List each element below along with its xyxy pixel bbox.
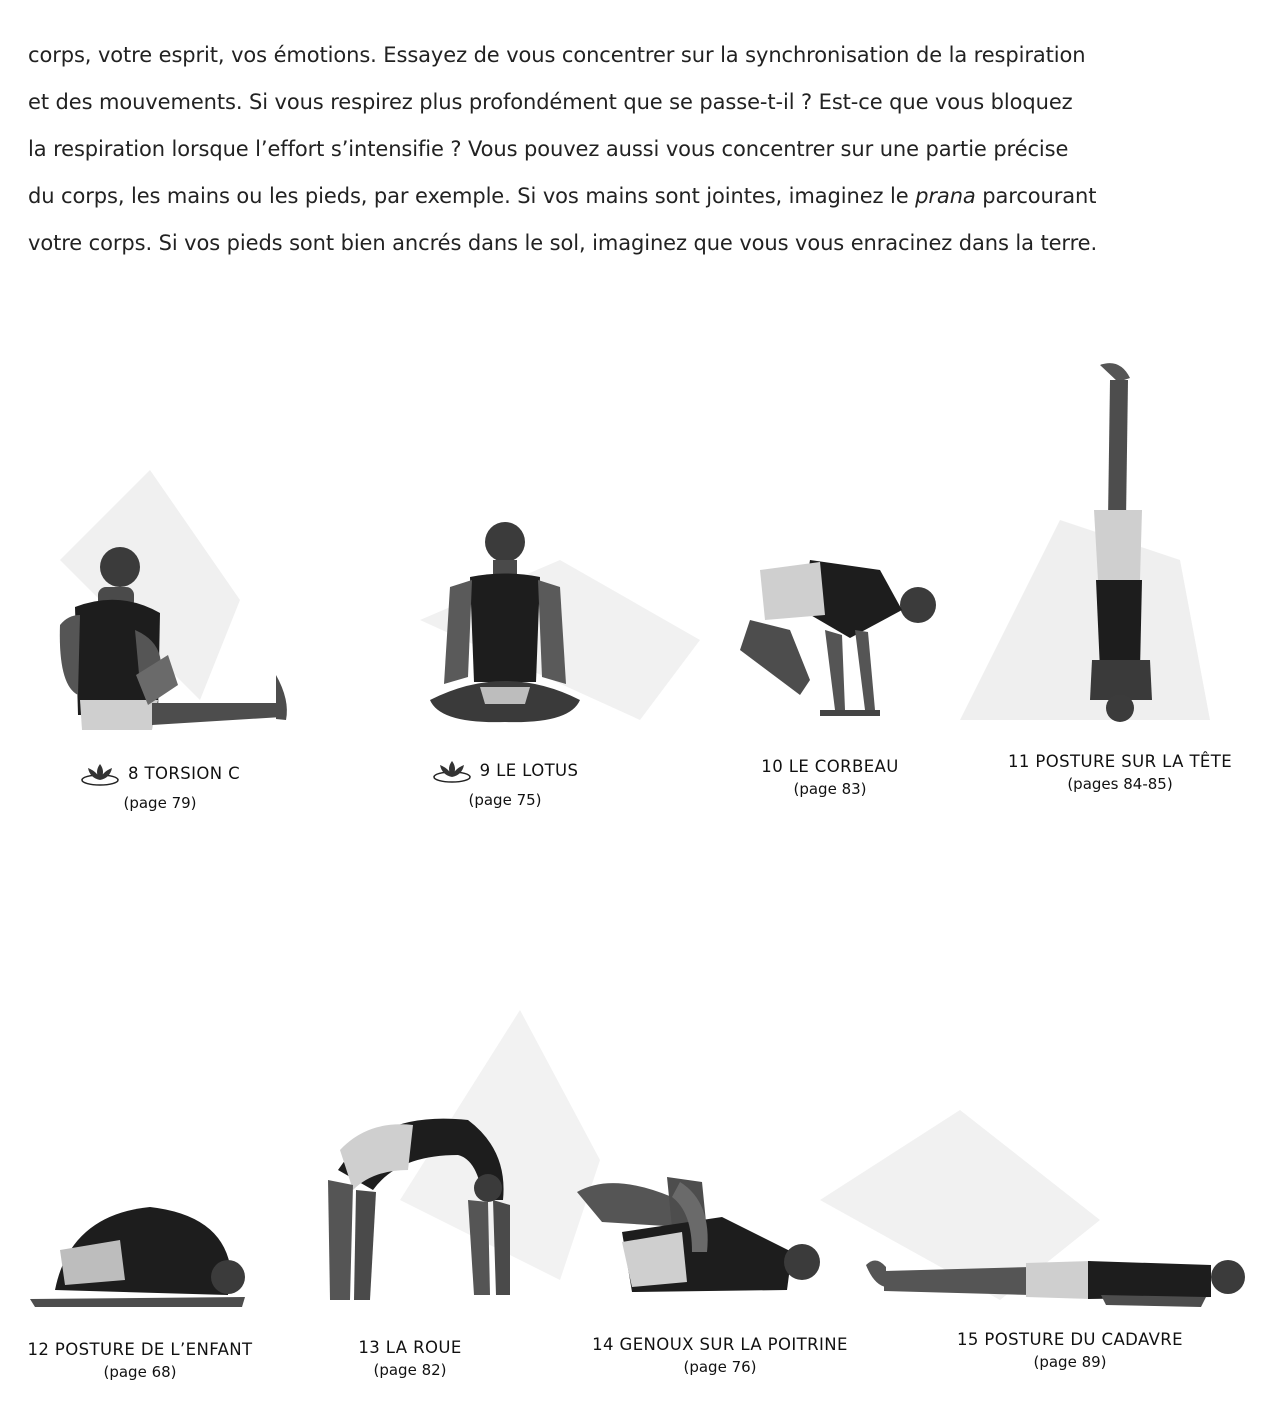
pose-15-title: 15 POSTURE DU CADAVRE [956,1330,1183,1349]
pose-8-photo [40,535,300,735]
pose-15-caption [930,1330,1210,1371]
pose-12-page: (page 68) [103,1363,177,1381]
pose-9-photo [420,512,590,732]
paragraph-line: et des mouvements. Si vous respirez plus profondément que se passe-t-il ? Est-ce que vous bloquez [28,90,1073,114]
paragraph-italic-word: prana [915,184,976,208]
pose-10-caption [730,757,930,798]
pose-12-caption [20,1340,260,1381]
pose-14-page: (page 76) [683,1358,757,1376]
pose-11-title: 11 POSTURE SUR LA TÊTE [1007,752,1233,771]
pose-14-caption [580,1335,860,1376]
pose-14-photo [572,1172,827,1302]
pose-13-caption [310,1338,510,1379]
pose-15-photo [866,1235,1256,1315]
paragraph-line [28,173,1228,220]
paragraph-line: votre corps. Si vos pieds sont bien ancrés dans le sol, imaginez que vous vous enracinez dans la terre. [28,231,1098,255]
pose-13-title: 13 LA ROUE [358,1338,462,1357]
paragraph-text: parcourant [975,184,1097,208]
paragraph-line: corps, votre esprit, vos émotions. Essayez de vous concentrer sur la synchronisation de la respiration [28,43,1086,67]
pose-9-title: 9 LE LOTUS [479,760,579,780]
pose-12-photo [30,1195,250,1310]
paragraph-line: la respiration lorsque l’effort s’intensifie ? Vous pouvez aussi vous concentrer sur une partie précise [28,137,1069,161]
pose-10-title: 10 LE CORBEAU [761,757,899,776]
pose-8-page: (page 79) [123,794,197,812]
paragraph-text: du corps, les mains ou les pieds, par exemple. Si vos mains sont jointes, imaginez le [28,184,916,208]
pose-9-page: (page 75) [468,791,542,809]
pose-9-caption [405,757,605,809]
pose-11-photo [1080,360,1160,725]
pose-8-caption [60,760,260,812]
pose-11-caption [1000,752,1240,793]
pose-14-title: 14 GENOUX SUR LA POITRINE [592,1335,848,1354]
body-paragraph [28,32,1228,267]
pose-12-title: 12 POSTURE DE L’ENFANT [27,1340,253,1359]
pose-11-page: (pages 84-85) [1067,775,1173,793]
lotus-icon [80,760,120,786]
pose-13-page: (page 82) [373,1361,447,1379]
pose-10-page: (page 83) [793,780,867,798]
pose-8-title: 8 TORSION C [127,763,241,783]
pose-10-photo [730,550,950,725]
pose-15-page: (page 89) [1033,1353,1107,1371]
pose-13-photo [318,1110,518,1305]
lotus-icon [432,757,472,783]
